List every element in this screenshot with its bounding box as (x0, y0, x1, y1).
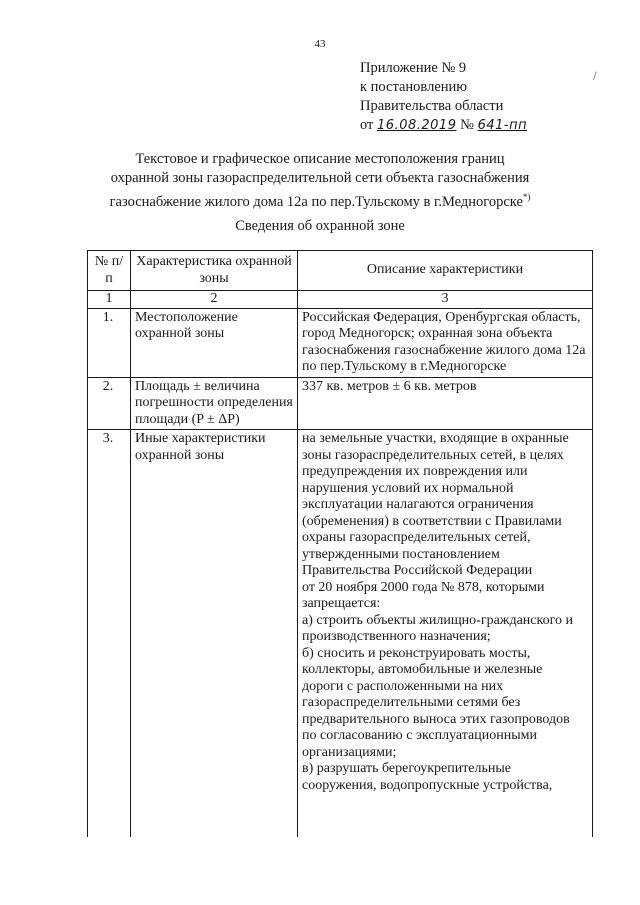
desc-line: в) разрушать берегоукрепительные (302, 761, 512, 776)
row-description: Российская Федерация, Оренбургская область, город Медногорск; охранная зона объекта газоснабжения газоснабжение жилого дома 12а по пер.Тульскому в г.Медногорске (298, 308, 593, 377)
appendix-line-2: к постановлению (360, 79, 468, 95)
row-number: 3. (88, 430, 131, 838)
desc-line: б) сносить и реконструировать мосты, (302, 645, 531, 661)
row-number: 1. (88, 308, 131, 377)
row-description: 337 кв. метров ± 6 кв. метров (298, 377, 593, 430)
table-row (88, 377, 593, 430)
row-characteristic: Иные характеристики охранной зоны (131, 430, 298, 838)
desc-line: предупреждения их повреждения или (302, 464, 528, 479)
desc-line: запрещается: (302, 596, 381, 611)
table-row (88, 430, 593, 838)
date-prefix: от (360, 117, 374, 133)
column-number-2: 2 (131, 291, 298, 309)
section-subtitle: Сведения об охранной зоне (235, 218, 405, 234)
table-header-row (88, 251, 593, 291)
desc-line: производственного назначения; (302, 629, 491, 644)
desc-line: а) строить объекты жилищно-гражданского и (302, 612, 573, 628)
table-row (88, 308, 593, 377)
column-number-1: 1 (88, 291, 131, 309)
header-description: Описание характеристики (298, 251, 593, 291)
desc-line: утвержденными постановлением (302, 546, 500, 562)
handwritten-number: 641-пп (477, 118, 528, 133)
page-number: 43 (314, 38, 326, 50)
title-line-1: Текстовое и графическое описание местоположения границ (135, 151, 505, 167)
appendix-line-1: Приложение № 9 (360, 60, 467, 76)
desc-line: Правительства Российской Федерации (302, 563, 533, 578)
appendix-header (360, 59, 527, 135)
row-characteristic: Площадь ± величина погрешности определения площади (P ± ΔP) (131, 377, 298, 430)
number-prefix: № (460, 117, 474, 133)
desc-line: организациями; (302, 744, 397, 760)
header-number: № п/п (88, 251, 131, 291)
desc-line: (обременения) в соответствии с Правилами (302, 513, 562, 529)
desc-line: сооружения, водопропускные устройства, (302, 777, 553, 793)
header-characteristic: Характеристика охранной зоны (131, 251, 298, 291)
desc-line: коллекторы, автомобильные и железные (302, 662, 543, 677)
desc-line: на земельные участки, входящие в охранные (302, 431, 569, 446)
column-number-row (88, 291, 593, 309)
title-line-3 (0, 188, 640, 212)
desc-line: охраны газораспределительных сетей, (302, 530, 531, 545)
desc-line: предварительного выноса этих газопроводов (302, 711, 570, 727)
column-number-3: 3 (298, 291, 593, 309)
desc-line: от 20 ноября 2000 года № 878, которыми (302, 579, 545, 595)
desc-line: эксплуатации налагаются ограничения (302, 497, 534, 512)
handwritten-date: 16.08.2019 (377, 118, 457, 133)
desc-line: дороги с расположенными на них (302, 678, 504, 694)
title-line-3-text: газоснабжение жилого дома 12а по пер.Тульскому в г.Медногорске (109, 193, 523, 210)
appendix-line-3: Правительства области (360, 98, 504, 114)
appendix-date-line (360, 116, 527, 135)
title-line-2: охранной зоны газораспределительной сети объекта газоснабжения (110, 170, 530, 186)
row-description (298, 430, 593, 838)
protection-zone-table (87, 250, 593, 837)
row-characteristic: Местоположение охранной зоны (131, 308, 298, 377)
desc-line: газораспределительными сетями без (302, 695, 521, 710)
desc-line: зоны газораспределительных сетей, в целях (302, 447, 564, 463)
footnote-mark: *) (522, 192, 531, 202)
corner-mark: / (593, 68, 597, 83)
document-title (0, 150, 640, 212)
desc-line: по согласованию с эксплуатационными (302, 728, 537, 743)
desc-line: нарушения условий их нормальной (302, 480, 514, 496)
row-number: 2. (88, 377, 131, 430)
